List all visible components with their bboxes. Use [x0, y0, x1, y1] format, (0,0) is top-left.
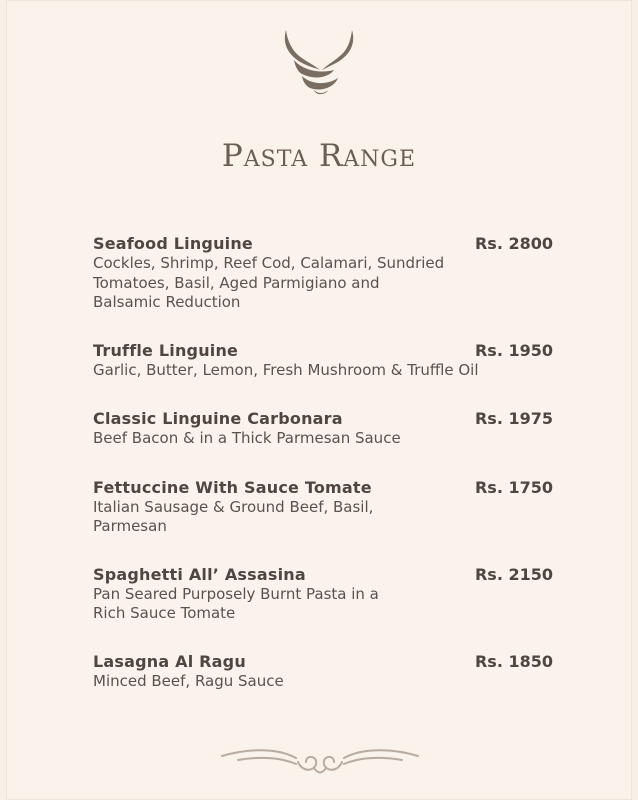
description-line: Parmesan [93, 517, 167, 535]
description-line: Italian Sausage & Ground Beef, Basil, [93, 497, 374, 516]
description-line: Beef Bacon & in a Thick Parmesan Sauce [93, 429, 401, 447]
item-price: Rs. 1950 [474, 340, 553, 360]
item-name: Truffle Linguine [93, 340, 239, 360]
description-line: Minced Beef, Ragu Sauce [93, 671, 284, 690]
item-description [93, 498, 553, 537]
item-description [93, 585, 553, 624]
menu-item [93, 478, 553, 537]
item-name: Classic Linguine Carbonara [93, 409, 343, 428]
item-name: Seafood Linguine [93, 234, 253, 253]
bull-horns-logo-icon [280, 26, 358, 96]
menu-item [93, 341, 553, 381]
description-line: Garlic, Butter, Lemon, Fresh Mushroom & Truffle Oil [93, 360, 479, 379]
description-line: Tomatoes, Basil, Aged Parmigiano and [93, 273, 380, 292]
item-description [93, 254, 553, 313]
menu-item [93, 409, 553, 449]
item-name: Spaghetti All’ Assasina [93, 564, 306, 584]
description-line: Balsamic Reduction [93, 293, 241, 311]
scroll-flourish-icon [218, 742, 422, 778]
menu-item [93, 565, 553, 624]
item-price: Rs. 1850 [474, 651, 553, 671]
description-line: Pan Seared Purposely Burnt Pasta in a [93, 584, 379, 603]
item-price: Rs. 2150 [474, 564, 553, 584]
item-price: Rs. 1975 [474, 409, 553, 428]
item-description [93, 361, 553, 381]
description-line: Cockles, Shrimp, Reef Cod, Calamari, Sundried [93, 254, 445, 272]
item-description [93, 672, 553, 692]
item-name: Lasagna Al Ragu [93, 651, 246, 671]
description-line: Rich Sauce Tomate [93, 604, 236, 622]
item-description [93, 429, 553, 449]
item-price: Rs. 1750 [474, 477, 553, 497]
item-name: Fettuccine With Sauce Tomate [93, 477, 372, 497]
menu-list [93, 234, 553, 691]
page-title: Pasta Range [221, 138, 417, 174]
menu-item [93, 652, 553, 692]
item-price: Rs. 2800 [474, 234, 553, 253]
menu-item [93, 234, 553, 313]
